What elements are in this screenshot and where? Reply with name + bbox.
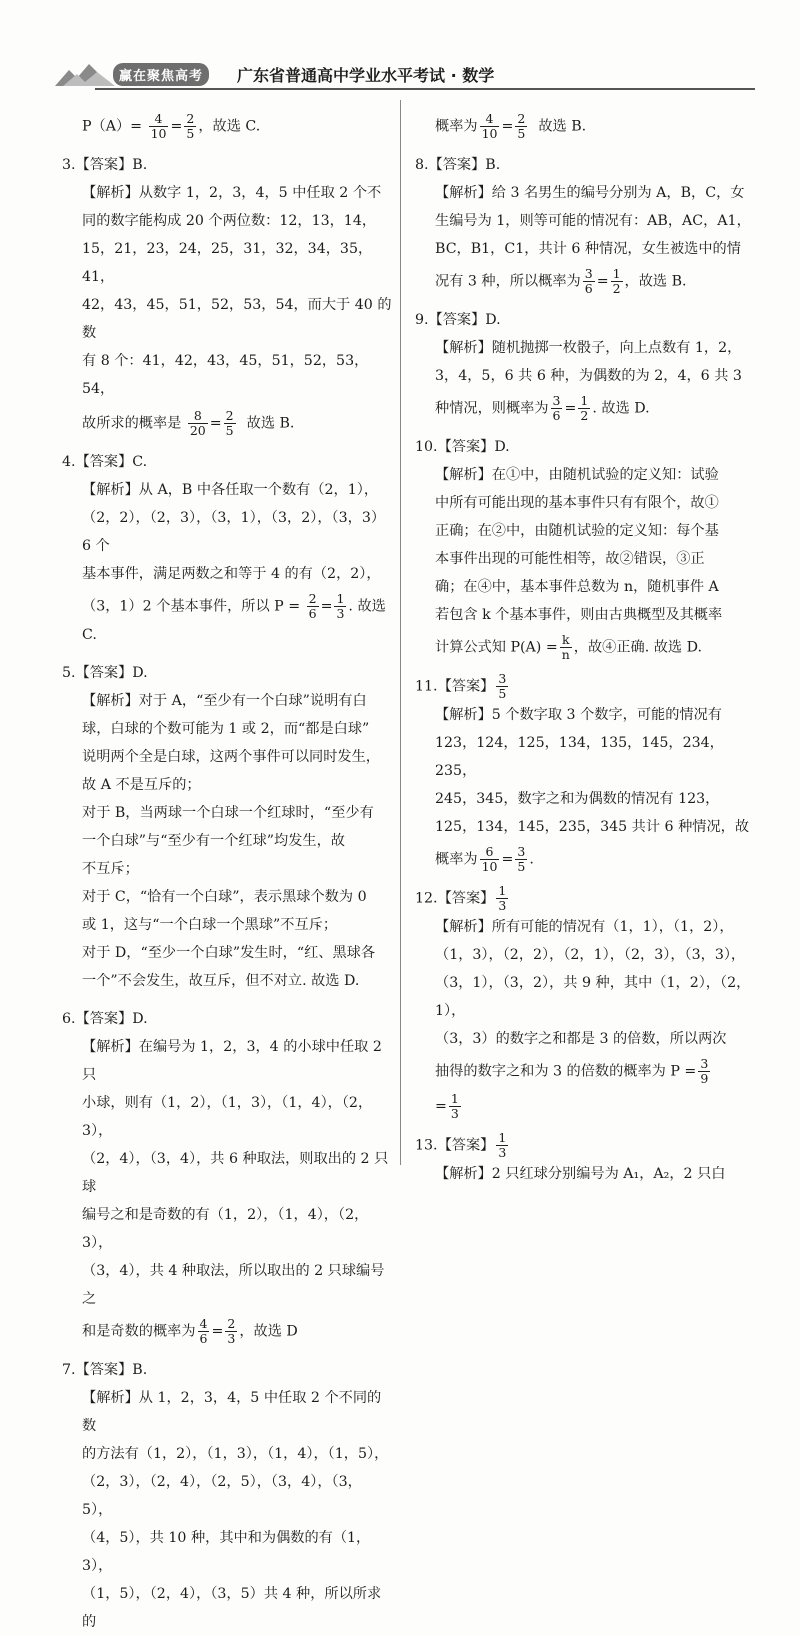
- fraction: $\frac{3}{6}$: [584, 266, 593, 296]
- fraction: $\frac{4}{6}$: [199, 1316, 208, 1346]
- answer-heading: 7.【答案】B.: [62, 1362, 148, 1378]
- question-8: 8.【答案】B. 【解析】给 3 名男生的编号分别为 A，B，C，女 生编号为 1，则等可能的情况有：AB，AC，A1， BC，B1，C1，共计 6 种情况，女生被选中的情 况有 3 种，所以概率为 $\frac{3}{6}$ = $\frac{1}{2}$ ，故选 B.: [415, 151, 755, 296]
- answer-heading: 3.【答案】B.: [62, 157, 148, 173]
- fraction: $\frac{2}{6}$: [308, 591, 317, 621]
- fraction: $\frac{1}{2}$: [612, 266, 621, 296]
- question-11: 11.【答案】 $\frac{3}{5}$ 【解析】5 个数字取 3 个数字，可能的情况有 123，124，125，134，135，145，234，235， 245，345，数字之和为偶数的情况有 123， 125，134，145，235，345 共计 6 种情况，故 概率为 $\frac{6}{10}$ = $\frac{3}{5}$ .: [415, 672, 755, 874]
- fraction: $\frac{1}{3}$: [498, 883, 507, 913]
- right-column: [415, 112, 755, 1188]
- fraction: $\frac{1}{3}$: [498, 1130, 507, 1160]
- answer-heading: 11.【答案】 $\frac{3}{5}$: [415, 671, 507, 701]
- column-divider: [400, 100, 401, 1165]
- fraction: $\frac{8}{20}$: [189, 408, 206, 438]
- q2-tail: P（A）= $\frac{4}{10}$ = $\frac{2}{5}$ ，故选 C.: [82, 111, 261, 141]
- answer-heading: 13.【答案】 $\frac{1}{3}$: [415, 1130, 507, 1160]
- question-5: 5.【答案】D. 【解析】对于 A，“至少有一个白球”说明有白 球，白球的个数可能为 1 或 2，而“都是白球” 说明两个全是白球，这两个事件可以同时发生， 故 A 不是互斥的； 对于 B，当两球一个白球一个红球时，“至少有 一个白球”与“至少有一个红球”均发生，故 不互斥； 对于 C，“恰有一个白球”，表示黑球个数为 0 或 1，这与“一个白球一个黑球”不互斥； 对于 D，“至少一个白球”发生时，“红、黑球各 一个”不会发生，故互斥，但不对立. 故选 D.: [62, 659, 392, 995]
- question-9: 9.【答案】D. 【解析】随机抛掷一枚骰子，向上点数有 1，2， 3，4，5，6 共 6 种，为偶数的为 2，4，6 共 3 种情况，则概率为 $\frac{3}{6}$ = $\frac{1}{2}$ . 故选 D.: [415, 306, 755, 423]
- fraction: $\frac{1}{2}$: [580, 393, 589, 423]
- answer-heading: 4.【答案】C.: [62, 454, 148, 470]
- fraction: $\frac{4}{10}$: [150, 111, 167, 141]
- fraction: $\frac{3}{9}$: [700, 1056, 709, 1086]
- answer-heading: 9.【答案】D.: [415, 312, 501, 328]
- question-7: 7.【答案】B. 【解析】从 1，2，3，4，5 中任取 2 个不同的数 的方法有（1，2），（1，3），（1，4），（1，5）， （2，3），（2，4），（2，5），（3，4），（3，5）， （4，5），共 10 种，其中和为偶数的有（1，3）， （1，5），（2，4），（3，5）共 4 种，所以所求的: [62, 1356, 392, 1636]
- page-title: 广东省普通高中学业水平考试 · 数学: [237, 66, 495, 85]
- answer-heading: 10.【答案】D.: [415, 439, 510, 455]
- logo-text: 赢在聚焦高考: [113, 63, 209, 86]
- fraction: $\frac{3}{6}$: [552, 393, 561, 423]
- page-header: [55, 58, 745, 88]
- fraction: $\frac{2}{5}$: [225, 408, 234, 438]
- fraction: $\frac{6}{10}$: [481, 844, 498, 874]
- logo: [55, 58, 225, 88]
- question-6: 6.【答案】D. 【解析】在编号为 1，2，3，4 的小球中任取 2 只 小球，则有（1，2），（1，3），（1，4），（2，3）， （2，4），（3，4），共 6 种取法，则取出的 2 只球 编号之和是奇数的有（1，2），（1，4），（2，3）， （3，4），共 4 种取法，所以取出的 2 只球编号之 和是奇数的概率为 $\frac{4}{6}$ = $\frac{2}{3}$ ，故选 D: [62, 1005, 392, 1346]
- answer-heading: 12.【答案】 $\frac{1}{3}$: [415, 883, 507, 913]
- answer-heading: 5.【答案】D.: [62, 665, 148, 681]
- question-10: 10.【答案】D. 【解析】在①中，由随机试验的定义知：试验 中所有可能出现的基本事件只有有限个，故① 正确；在②中，由随机试验的定义知：每个基 本事件出现的可能性相等，故②错误，③正 确；在④中，基本事件总数为 n，随机事件 A 若包含 k 个基本事件，则由古典概型及其概率 计算公式知 P(A) = $\frac{k}{n}$ ，故④正确. 故选 D.: [415, 433, 755, 662]
- question-13: 13.【答案】 $\frac{1}{3}$ 【解析】2 只红球分别编号为 A₁，A₂，2 只白: [415, 1131, 755, 1188]
- fraction: $\frac{3}{5}$: [498, 671, 507, 701]
- answer-heading: 6.【答案】D.: [62, 1011, 148, 1027]
- fraction: $\frac{1}{3}$: [450, 1091, 459, 1121]
- fraction: $\frac{1}{3}$: [336, 591, 345, 621]
- mountain-logo-icon: [55, 58, 115, 88]
- header-divider: [95, 88, 755, 90]
- q7-tail: 概率为 $\frac{4}{10}$ = $\frac{2}{5}$ 故选 B.: [435, 111, 587, 141]
- question-4: 4.【答案】C. 【解析】从 A，B 中各任取一个数有（2，1）， （2，2），（2，3），（3，1），（3，2），（3，3）6 个 基本事件，满足两数之和等于 4 的有（2，2）， （3，1）2 个基本事件，所以 P = $\frac{2}{6}$ = $\frac{1}{3}$ . 故选 C.: [62, 448, 392, 649]
- fraction: $\frac{3}{5}$: [517, 844, 526, 874]
- fraction: $\frac{4}{10}$: [481, 111, 498, 141]
- question-12: 12.【答案】 $\frac{1}{3}$ 【解析】所有可能的情况有（1，1），（1，2）， （1，3），（2，2），（2，1），（2，3），（3，3）， （3，1），（3，2），共 9 种，其中（1，2），（2，1）， （3，3）的数字之和都是 3 的倍数，所以两次 抽得的数字之和为 3 的倍数的概率为 P = $\frac{3}{9}$ = $\frac{1}{3}$: [415, 884, 755, 1121]
- fraction: $\frac{2}{5}$: [517, 111, 526, 141]
- question-3: 3.【答案】B. 【解析】从数字 1，2，3，4，5 中任取 2 个不 同的数字能构成 20 个两位数：12，13，14， 15，21，23，24，25，31，32，34，35，41， 42，43，45，51，52，53，54，而大于 40 的数 有 8 个：41，42，43，45，51，52，53，54， 故所求的概率是 $\frac{8}{20}$ = $\frac{2}{5}$ 故选 B.: [62, 151, 392, 438]
- fraction: $\frac{2}{5}$: [186, 111, 195, 141]
- fraction: $\frac{k}{n}$: [561, 632, 570, 662]
- fraction: $\frac{2}{3}$: [227, 1316, 236, 1346]
- left-column: [62, 112, 392, 1636]
- answer-heading: 8.【答案】B.: [415, 157, 501, 173]
